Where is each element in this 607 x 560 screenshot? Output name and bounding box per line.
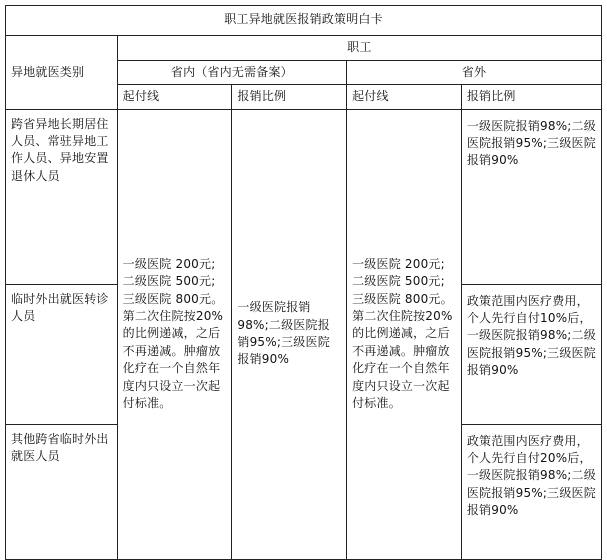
header-in-ratio: 报销比例	[232, 85, 347, 109]
header-region-out: 省外	[347, 60, 602, 84]
row-label-other-temporary: 其他跨省临时外出就医人员	[6, 424, 118, 559]
row-label-long-term-residents: 跨省异地长期居住人员、常驻异地工作人员、异地安置退休人员	[6, 109, 118, 284]
table-row	[6, 109, 602, 284]
header-region-in: 省内（省内无需备案）	[117, 60, 346, 84]
cell-in-deductible: 一级医院 200元;二级医院 500元;三级医院 800元。第二次住院按20%的比例递减，之后不再递减。肿瘤放化疗在一个自然年度内只设立一次起付标准。	[117, 109, 232, 559]
row-label-temporary-referral: 临时外出就医转诊人员	[6, 284, 118, 424]
cell-out-ratio-other-temporary: 政策范围内医疗费用，个人先行自付20%后，一级医院报销98%;二级医院报销95%;三级医院报销90%	[461, 424, 601, 559]
cell-out-ratio-temporary-referral: 政策范围内医疗费用，个人先行自付10%后，一级医院报销98%;二级医院报销95%;三级医院报销90%	[461, 284, 601, 424]
cell-in-ratio: 一级医院报销98%;二级医院报销95%;三级医院报销90%	[232, 109, 347, 559]
header-out-ratio: 报销比例	[461, 85, 601, 109]
header-category-label: 异地就医类别	[6, 36, 118, 109]
page-title: 职工异地就医报销政策明白卡	[6, 6, 602, 36]
table-row-title	[6, 6, 602, 36]
policy-table	[5, 5, 602, 560]
header-in-deductible: 起付线	[117, 85, 232, 109]
header-out-deductible: 起付线	[347, 85, 462, 109]
table-row-header-1	[6, 36, 602, 60]
document-page	[0, 5, 607, 536]
cell-out-deductible: 一级医院 200元;二级医院 500元;三级医院 800元。第二次住院按20%的比例递减，之后不再递减。肿瘤放化疗在一个自然年度内只设立一次起付标准。	[347, 109, 462, 559]
cell-out-ratio-long-term-residents: 一级医院报销98%;二级医院报销95%;三级医院报销90%	[461, 109, 601, 284]
header-group-label: 职工	[117, 36, 601, 60]
